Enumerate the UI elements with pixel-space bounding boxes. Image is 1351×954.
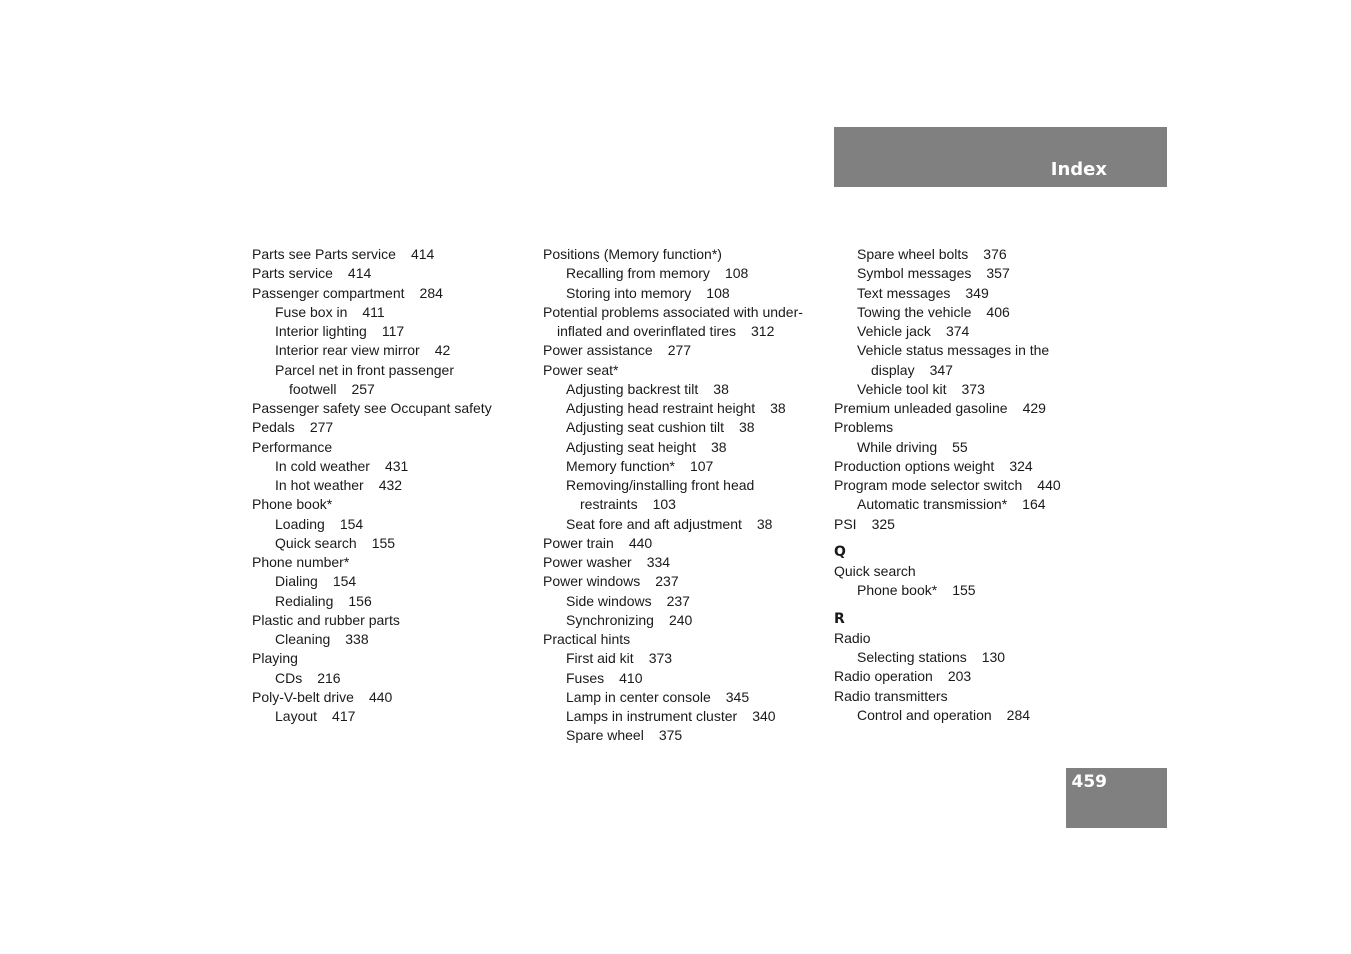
index-term: Side windows <box>566 592 652 609</box>
index-page-ref[interactable]: 406 <box>986 303 1010 320</box>
index-subentry <box>834 341 1124 360</box>
index-term: Loading <box>275 515 325 532</box>
index-term: Spare wheel bolts <box>857 246 969 262</box>
index-subentry <box>834 303 1124 322</box>
index-entry <box>252 553 532 572</box>
index-term: Poly-V-belt drive <box>252 688 354 705</box>
index-term: Redialing <box>275 592 334 609</box>
index-term: Symbol messages <box>857 265 972 282</box>
index-page-ref[interactable]: 345 <box>725 688 750 705</box>
index-entry <box>543 553 823 572</box>
index-subentry <box>543 707 823 726</box>
index-term: Vehicle status messages in the <box>857 342 1050 359</box>
index-subentry <box>252 476 532 495</box>
index-entry <box>834 476 1124 495</box>
index-term: Power seat* <box>543 361 619 378</box>
index-page-ref[interactable]: 237 <box>655 573 679 590</box>
index-entry <box>834 418 1124 437</box>
index-subentry <box>834 648 1124 667</box>
index-entry <box>252 418 532 437</box>
index-term: Selecting stations <box>857 649 967 665</box>
index-term: Automatic transmission* <box>857 496 1008 513</box>
index-subentry <box>252 361 532 380</box>
index-term: Interior lighting <box>275 323 367 339</box>
index-term: Quick search <box>834 563 916 579</box>
index-subentry <box>543 495 823 514</box>
index-subentry <box>543 592 823 611</box>
index-entry <box>543 341 823 360</box>
index-column-1 <box>252 245 532 726</box>
index-section-letter: Q <box>834 543 846 560</box>
index-page-ref[interactable]: 55 <box>952 438 968 455</box>
index-entry <box>834 515 1124 534</box>
index-page-ref[interactable]: 216 <box>317 669 341 686</box>
index-entry <box>834 687 1124 706</box>
index-page-ref[interactable]: 42 <box>434 342 451 359</box>
index-term: Problems <box>834 419 894 436</box>
index-term: Radio operation <box>834 668 933 685</box>
index-term: Adjusting head restraint height <box>566 400 756 416</box>
index-term: Vehicle jack <box>857 323 931 339</box>
index-term: Synchronizing <box>566 611 654 628</box>
index-page-ref[interactable]: 312 <box>751 323 775 339</box>
index-subentry <box>543 476 823 495</box>
index-subentry <box>252 534 532 553</box>
index-subentry <box>834 264 1124 283</box>
index-subentry <box>834 438 1124 457</box>
index-page-ref[interactable]: 277 <box>667 342 692 359</box>
index-page-ref[interactable]: 432 <box>378 477 403 493</box>
index-subentry <box>252 341 532 360</box>
index-entry <box>252 438 532 457</box>
index-entry <box>252 495 532 514</box>
index-term: Layout <box>275 708 318 724</box>
index-entry <box>543 361 823 380</box>
index-term: Vehicle tool kit <box>857 380 947 397</box>
index-column-2 <box>543 245 823 746</box>
index-term: Playing <box>252 650 298 667</box>
index-subentry <box>252 630 532 649</box>
index-subentry <box>543 457 823 476</box>
index-term: Performance <box>252 438 333 455</box>
index-subentry <box>543 438 823 457</box>
index-term: Adjusting backrest tilt <box>566 380 699 397</box>
index-subentry <box>252 592 532 611</box>
index-entry <box>834 562 1124 581</box>
index-subentry <box>543 611 823 630</box>
index-term: Premium unleaded gasoline <box>834 400 1008 416</box>
index-title: Index <box>1050 159 1107 180</box>
index-entry <box>543 303 823 322</box>
index-term: Memory function* <box>566 457 675 474</box>
page-number: 459 <box>1071 772 1107 792</box>
index-page-ref[interactable]: 410 <box>619 669 643 686</box>
index-page-ref[interactable]: 203 <box>947 668 972 685</box>
index-page-ref[interactable]: 376 <box>983 246 1007 262</box>
index-subentry <box>834 361 1124 380</box>
index-term: Production options weight <box>834 457 995 474</box>
index-subentry <box>834 284 1124 303</box>
index-subentry <box>543 418 823 437</box>
index-page-ref[interactable]: 347 <box>929 361 953 378</box>
index-entry <box>834 399 1124 418</box>
index-page-ref[interactable]: 154 <box>339 515 364 532</box>
index-page-ref[interactable]: 338 <box>345 631 369 647</box>
index-term: display <box>871 361 915 378</box>
index-subentry <box>543 649 823 668</box>
index-subentry <box>543 264 823 283</box>
index-page-ref[interactable]: 38 <box>756 515 773 532</box>
index-page-ref[interactable]: 237 <box>666 592 690 609</box>
index-page-ref[interactable]: 155 <box>371 534 396 551</box>
index-term: Power washer <box>543 554 632 570</box>
page-number-band <box>1066 768 1167 828</box>
index-subentry <box>252 303 532 322</box>
index-page-ref[interactable]: 38 <box>710 438 727 455</box>
index-entry <box>252 284 532 303</box>
index-entry <box>834 629 1124 648</box>
index-page-ref[interactable]: 349 <box>965 284 989 301</box>
index-term: Quick search <box>275 534 357 551</box>
index-subentry <box>543 399 823 418</box>
index-subentry <box>543 726 823 745</box>
index-term: Radio transmitters <box>834 687 948 704</box>
index-term: Seat fore and aft adjustment <box>566 515 742 532</box>
index-page-ref[interactable]: 440 <box>368 688 393 705</box>
index-term: Power train <box>543 534 614 551</box>
index-page-ref[interactable]: 340 <box>752 708 776 724</box>
index-entry <box>543 572 823 591</box>
index-term: Radio <box>834 629 871 646</box>
index-term: Control and operation <box>857 706 992 723</box>
index-term: Adjusting seat cushion tilt <box>566 419 724 436</box>
index-page-ref[interactable]: 373 <box>648 650 673 667</box>
index-term: In hot weather <box>275 477 364 493</box>
index-entry <box>543 534 823 553</box>
index-subentry <box>252 322 532 341</box>
index-term: Positions (Memory function*) <box>543 246 722 262</box>
index-term: Parts service <box>252 265 333 282</box>
index-subentry <box>834 706 1124 725</box>
index-term: Lamp in center console <box>566 688 711 705</box>
index-term: Potential problems associated with under- <box>543 303 803 320</box>
index-term: Dialing <box>275 573 318 590</box>
index-entry <box>252 264 532 283</box>
index-page-ref[interactable]: 284 <box>1006 706 1031 723</box>
index-subentry <box>834 581 1124 600</box>
index-page-ref[interactable]: 284 <box>419 284 443 301</box>
index-page-ref[interactable]: 117 <box>381 323 405 339</box>
index-page-ref[interactable]: 108 <box>724 265 749 282</box>
index-term: Spare wheel <box>566 727 644 744</box>
index-term: Recalling from memory <box>566 265 710 282</box>
index-page-ref[interactable]: 440 <box>628 534 653 551</box>
index-term: Fuse box in <box>275 303 348 320</box>
index-term: Power assistance <box>543 342 653 359</box>
index-term: Storing into memory <box>566 284 692 301</box>
index-term: Phone book* <box>252 496 333 513</box>
index-page-ref[interactable]: 417 <box>332 708 356 724</box>
index-term: PSI <box>834 515 857 532</box>
index-subentry <box>543 688 823 707</box>
index-subentry <box>543 380 823 399</box>
index-term: footwell <box>289 380 337 397</box>
index-page-ref[interactable]: 375 <box>658 727 683 744</box>
index-subentry <box>252 515 532 534</box>
index-subentry <box>252 457 532 476</box>
index-subentry <box>834 380 1124 399</box>
index-page-ref[interactable]: 277 <box>309 419 334 436</box>
index-entry <box>252 688 532 707</box>
index-page-ref[interactable]: 107 <box>689 457 714 474</box>
index-term: restraints <box>580 496 638 513</box>
index-term: Phone book* <box>857 582 938 599</box>
index-subentry <box>252 707 532 726</box>
index-header-band <box>834 127 1167 187</box>
index-entry <box>252 611 532 630</box>
index-entry <box>543 630 823 649</box>
index-subentry <box>834 322 1124 341</box>
index-page-ref[interactable]: 38 <box>770 400 786 416</box>
index-page-ref[interactable]: 373 <box>961 380 985 397</box>
index-entry <box>252 649 532 668</box>
index-term: Towing the vehicle <box>857 303 972 320</box>
index-page-ref[interactable]: 108 <box>706 284 730 301</box>
index-term: Adjusting seat height <box>566 438 696 455</box>
index-page-ref[interactable]: 324 <box>1009 457 1033 474</box>
index-page-ref[interactable]: 155 <box>952 582 976 599</box>
index-term: Removing/installing front head <box>566 477 755 493</box>
index-page-ref[interactable]: 257 <box>351 380 375 397</box>
index-term: Text messages <box>857 284 951 301</box>
index-column-3 <box>834 245 1124 725</box>
index-entry <box>543 245 823 264</box>
index-page-ref[interactable]: 240 <box>668 611 693 628</box>
index-term: Cleaning <box>275 631 331 647</box>
index-page-ref[interactable]: 429 <box>1022 400 1046 416</box>
index-term: inflated and overinflated tires <box>557 323 736 339</box>
index-term: Practical hints <box>543 631 631 647</box>
index-subentry <box>543 515 823 534</box>
index-page-ref[interactable]: 38 <box>713 380 729 397</box>
index-page-ref[interactable]: 130 <box>981 649 1006 665</box>
index-page-ref[interactable]: 164 <box>1022 496 1046 513</box>
index-entry <box>252 399 532 418</box>
index-page-ref[interactable]: 156 <box>348 592 372 609</box>
index-page-ref[interactable]: 325 <box>871 515 895 532</box>
index-subentry <box>543 669 823 688</box>
index-entry <box>252 245 532 264</box>
index-section-letter: R <box>834 610 845 627</box>
index-term: Plastic and rubber parts <box>252 611 400 628</box>
index-subentry <box>252 572 532 591</box>
index-page-ref[interactable]: 154 <box>332 573 357 590</box>
index-term: Parcel net in front passenger <box>275 361 454 378</box>
index-subentry <box>834 245 1124 264</box>
index-term: Pedals <box>252 419 295 436</box>
index-page-ref[interactable]: 414 <box>410 246 435 262</box>
index-entry <box>834 667 1124 686</box>
index-page-ref[interactable]: 38 <box>738 419 755 436</box>
index-term: Power windows <box>543 573 641 590</box>
index-page-ref[interactable]: 103 <box>652 496 676 513</box>
index-entry <box>834 457 1124 476</box>
index-page-ref[interactable]: 431 <box>384 457 409 474</box>
index-term: Passenger compartment <box>252 284 405 301</box>
index-page-ref[interactable]: 334 <box>646 554 671 570</box>
index-subentry <box>252 380 532 399</box>
index-term: Passenger safety see Occupant safety <box>252 400 492 416</box>
index-term: Lamps in instrument cluster <box>566 708 738 724</box>
index-subentry <box>252 669 532 688</box>
index-term: Parts see Parts service <box>252 246 396 262</box>
index-term: In cold weather <box>275 457 370 474</box>
index-term: CDs <box>275 669 303 686</box>
index-page-ref[interactable]: 411 <box>362 303 385 320</box>
index-term: First aid kit <box>566 650 634 667</box>
index-page-ref[interactable]: 414 <box>347 265 372 282</box>
index-term: While driving <box>857 438 938 455</box>
index-page-ref[interactable]: 440 <box>1037 477 1061 493</box>
index-page-ref[interactable]: 357 <box>986 265 1010 282</box>
index-subentry <box>834 495 1124 514</box>
index-term: Fuses <box>566 669 605 686</box>
index-entry <box>543 322 823 341</box>
index-term: Interior rear view mirror <box>275 342 420 359</box>
index-page-ref[interactable]: 374 <box>945 323 970 339</box>
index-term: Program mode selector switch <box>834 477 1023 493</box>
index-term: Phone number* <box>252 554 350 570</box>
index-subentry <box>543 284 823 303</box>
